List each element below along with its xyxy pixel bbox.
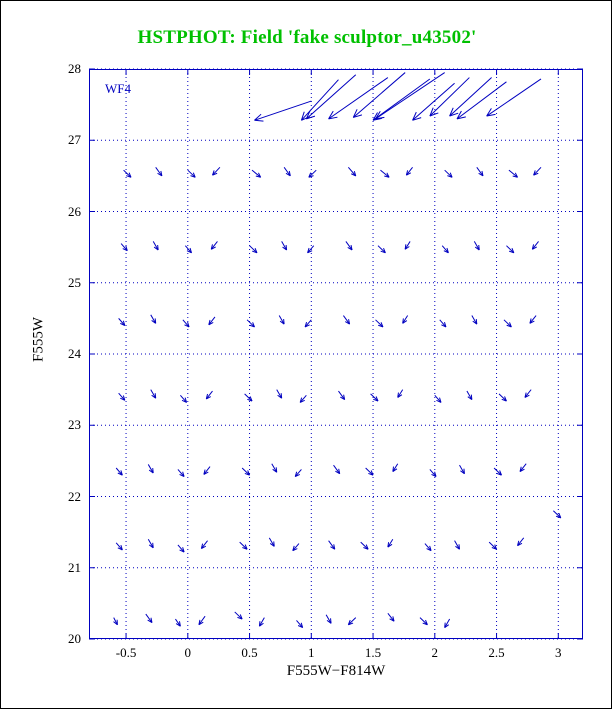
recovery-vector xyxy=(440,320,446,327)
recovery-vector xyxy=(183,320,189,327)
recovery-vector xyxy=(398,390,403,398)
y-axis-title: F555W xyxy=(30,317,47,362)
recovery-vector xyxy=(113,618,117,625)
recovery-vector xyxy=(338,391,344,400)
recovery-vector xyxy=(525,390,531,398)
recovery-vector xyxy=(348,167,355,176)
recovery-vector xyxy=(178,469,184,476)
recovery-vector xyxy=(373,79,430,120)
recovery-vector xyxy=(146,614,152,623)
recovery-vector xyxy=(259,618,264,627)
recovery-vector xyxy=(406,167,412,175)
recovery-vector xyxy=(445,619,450,628)
recovery-vector xyxy=(301,80,338,121)
recovery-vector xyxy=(334,465,340,474)
recovery-vector xyxy=(284,167,290,176)
recovery-vector xyxy=(361,542,368,549)
recovery-vector xyxy=(430,469,436,476)
recovery-vector xyxy=(209,317,215,325)
x-tick-label: 2.5 xyxy=(488,645,505,660)
recovery-vector xyxy=(269,538,274,547)
recovery-vector xyxy=(553,511,560,518)
chart-plot-area xyxy=(89,69,583,639)
chart-vectors xyxy=(89,69,583,639)
y-tick-label: 25 xyxy=(68,274,81,290)
page-title: HSTPHOT: Field 'fake sculptor_u43502' xyxy=(137,27,477,48)
recovery-vector xyxy=(472,316,477,325)
recovery-vector xyxy=(378,246,385,253)
recovery-vector xyxy=(504,320,511,327)
recovery-vector xyxy=(329,541,335,550)
recovery-vector xyxy=(353,73,405,118)
recovery-vector xyxy=(306,75,355,119)
recovery-vector xyxy=(388,539,393,547)
x-tick-label: 2 xyxy=(431,645,439,660)
recovery-vector xyxy=(520,464,526,472)
recovery-vector xyxy=(213,167,220,175)
recovery-vector xyxy=(371,394,378,401)
recovery-vector xyxy=(534,167,541,175)
recovery-vector xyxy=(366,468,373,475)
recovery-vector xyxy=(180,395,186,402)
recovery-vector xyxy=(457,82,506,119)
recovery-vector xyxy=(204,467,210,475)
recovery-vector xyxy=(296,620,302,627)
recovery-vector xyxy=(250,246,257,253)
recovery-vector xyxy=(148,539,153,548)
recovery-vector xyxy=(178,545,184,552)
recovery-vector xyxy=(430,78,470,116)
recovery-vector xyxy=(420,618,427,625)
recovery-vector xyxy=(252,170,261,177)
recovery-vector xyxy=(499,394,506,401)
y-tick-label: 24 xyxy=(68,346,81,361)
recovery-vector xyxy=(442,246,448,253)
recovery-vector xyxy=(348,618,355,625)
recovery-vector xyxy=(153,241,158,250)
y-tick-label: 26 xyxy=(68,203,81,219)
recovery-vector xyxy=(309,170,316,177)
recovery-vector xyxy=(425,544,431,551)
recovery-vector xyxy=(346,241,352,250)
y-tick-label: 20 xyxy=(68,631,81,646)
recovery-vector xyxy=(247,320,254,327)
recovery-vector xyxy=(201,541,207,549)
x-tick-label: -0.5 xyxy=(115,645,137,660)
recovery-vector xyxy=(343,316,349,325)
y-tick-label: 23 xyxy=(68,417,81,433)
recovery-vector xyxy=(188,170,195,177)
x-tick-label: 0 xyxy=(184,645,192,660)
recovery-vector xyxy=(185,246,191,253)
recovery-vector xyxy=(435,395,441,402)
y-tick-label: 21 xyxy=(68,559,81,575)
recovery-vector xyxy=(119,393,125,400)
recovery-vector xyxy=(293,544,299,551)
recovery-vector xyxy=(295,469,301,476)
x-tick-label: 1.5 xyxy=(364,645,382,660)
recovery-vector xyxy=(116,543,122,550)
y-tick-label: 27 xyxy=(68,132,81,148)
recovery-vector xyxy=(305,320,311,327)
recovery-vector xyxy=(467,391,472,400)
chip-annotation: WF4 xyxy=(105,81,131,96)
recovery-vector xyxy=(445,170,452,177)
recovery-vector xyxy=(405,241,410,249)
recovery-vector xyxy=(156,167,162,176)
recovery-vector xyxy=(388,613,394,621)
recovery-vector xyxy=(119,318,125,325)
recovery-vector xyxy=(380,170,389,177)
recovery-vector xyxy=(148,464,153,473)
recovery-vector xyxy=(116,468,122,475)
recovery-vector xyxy=(308,246,314,253)
x-tick-label: 0.5 xyxy=(241,645,258,660)
recovery-vector xyxy=(282,241,287,250)
recovery-vector xyxy=(240,542,247,549)
recovery-vector xyxy=(477,167,483,176)
recovery-vector xyxy=(506,246,513,253)
recovery-vector xyxy=(175,619,180,626)
recovery-vector xyxy=(455,541,460,550)
recovery-vector xyxy=(124,170,131,177)
recovery-vector xyxy=(460,465,465,474)
recovery-vector xyxy=(277,390,282,399)
recovery-vector xyxy=(326,615,331,624)
recovery-vector xyxy=(403,316,408,324)
x-tick-label: 3 xyxy=(555,645,562,660)
recovery-vector xyxy=(121,244,127,251)
recovery-vector xyxy=(151,315,156,324)
y-tick-label: 22 xyxy=(68,488,81,504)
recovery-vector xyxy=(487,79,541,116)
recovery-vector xyxy=(206,391,212,399)
recovery-vector xyxy=(242,468,249,475)
recovery-vector xyxy=(279,316,284,325)
recovery-vector xyxy=(518,538,524,546)
recovery-vector xyxy=(494,468,501,475)
recovery-vector xyxy=(509,170,518,177)
x-tick-label: 1 xyxy=(308,645,315,660)
x-axis-title: F555W−F814W xyxy=(286,663,386,679)
recovery-vector xyxy=(474,241,479,250)
recovery-vector xyxy=(376,320,383,327)
recovery-vector xyxy=(530,316,536,324)
recovery-vector xyxy=(272,464,277,473)
recovery-vector xyxy=(199,616,205,625)
recovery-vector xyxy=(450,78,492,116)
recovery-vector xyxy=(245,394,252,401)
recovery-vector xyxy=(489,542,496,549)
recovery-vector xyxy=(393,464,398,472)
y-tick-label: 28 xyxy=(68,61,81,76)
recovery-vector xyxy=(532,241,538,249)
recovery-vector xyxy=(211,241,217,249)
recovery-vector xyxy=(300,395,306,402)
recovery-vector xyxy=(235,612,242,619)
recovery-vector xyxy=(151,390,156,399)
